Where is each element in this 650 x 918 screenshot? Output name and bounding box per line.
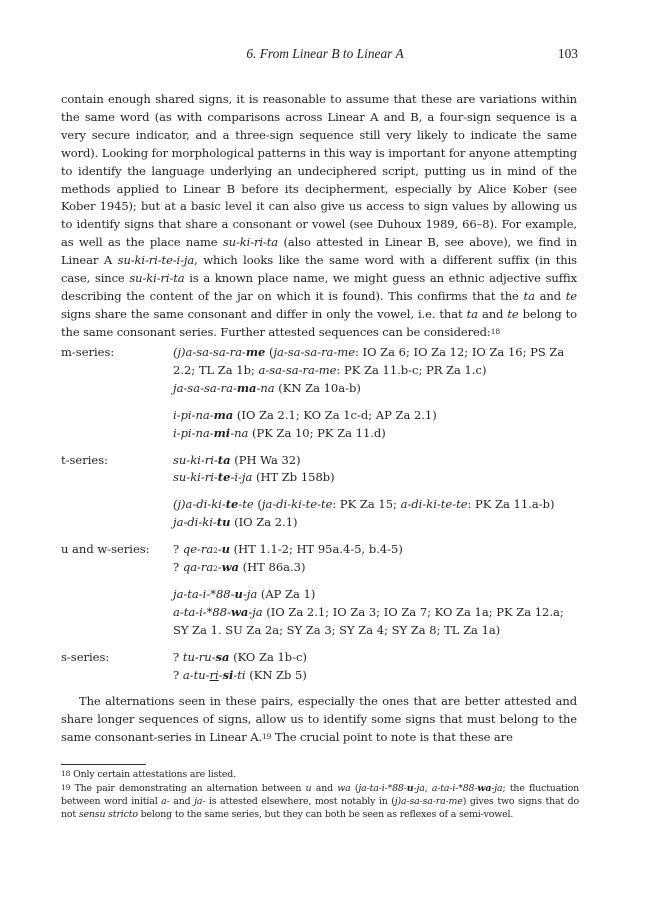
series-row-uw-2	[61, 586, 581, 640]
footnote-divider	[61, 764, 146, 765]
footnote-19: $^{19}$ The pair demonstrating an alternation between u and wa (ja-ta-i-*88-u-ja, a-ta-i-*88-wa-ja; the fluctuation between word initial a- and ja- is attested elsewhere, most notably in (j)a-sa-sa-ra-me) gives two signs that do not sensu stricto belong to the same series, but they can both be seen as reflexes of a semi-vowel.	[61, 783, 579, 820]
series-row-t-2	[61, 496, 581, 532]
series-entries: (j)a-di-ki-te-te (ja-di-ki-te-te: PK Za 15; a-di-ki-te-te: PK Za 11.a-b) ja-di-ki-tu (IO Za 2.1)	[173, 497, 555, 530]
series-entries: i-pi-na-ma (IO Za 2.1; KO Za 1c-d; AP Za 2.1) i-pi-na-mi-na (PK Za 10; PK Za 11.d)	[173, 407, 437, 440]
series-label: m-series:	[61, 345, 115, 359]
series-row-m	[61, 344, 581, 398]
series-row-t	[61, 452, 581, 488]
series-row-m-2	[61, 407, 581, 443]
body-paragraph-1: contain enough shared signs, it is reasonable to assume that these are variations within the same word (as with comparisons across Linear A and B, a four-sign sequence is a very secure indicator, and a three-sign sequence still very likely to indicate the same word). Looking for morphological patterns in this way is important for anyone attempting to identify the language underlying an undeciphered script, putting us in mind of the methods applied to Linear B before its decipherment, especially by Alice Kober (see Kober 1945); but at a basic level it can also give us access to sign values by allowing us to identify signs that share a consonant or vowel (see Duhoux 1989, 66–8). For example, as well as the place name su-ki-ri-ta (also attested in Linear B, see above), we find in Linear A su-ki-ri-te-i-ja, which looks like the same word with a different suffix (in this case, since su-ki-ri-ta is a known place name, we might guess an ethnic adjective suffix describing the content of the jar on which it is found). This confirms that the ta and te signs share the same consonant and differ in only the vowel, i.e. that ta and te belong to the same consonant series. Further attested sequences can be considered:$^{18}$	[61, 92, 577, 339]
footnote-18: $^{18}$ Only certain attestations are listed.	[61, 769, 236, 780]
series-label: u and w-series:	[61, 542, 150, 557]
series-table	[61, 344, 581, 685]
footnote-ref-19[interactable]: 19	[261, 731, 272, 741]
series-entries: (j)a-sa-sa-ra-me (ja-sa-sa-ra-me: IO Za 6; IO Za 12; IO Za 16; PS Za 2.2; TL Za 1b; a-sa-sa-ra-me: PK Za 11.b-c; PR Za 1.c) ja-sa-sa-ra-ma-na (KN Za 10a-b)	[173, 345, 565, 395]
series-label: s-series:	[61, 649, 110, 664]
running-header-title: 6. From Linear B to Linear A	[246, 46, 404, 61]
series-label: t-series:	[61, 452, 108, 467]
series-row-uw	[61, 541, 581, 577]
series-entries: su-ki-ri-ta (PH Wa 32) su-ki-ri-te-i-ja (HT Zb 158b)	[173, 452, 335, 485]
footnote-ref-18[interactable]: 18	[490, 326, 501, 336]
series-row-s	[61, 649, 581, 685]
series-entries: ? tu-ru-sa (KO Za 1b-c) ? a-tu-ri-si-ti (KN Zb 5)	[173, 649, 307, 682]
series-entries: ? qe-ra2-u (HT 1.1-2; HT 95a.4-5, b.4-5) ? qa-ra2-wa (HT 86a.3)	[173, 542, 403, 575]
page-number: 103	[557, 46, 578, 61]
series-entries: ja-ta-i-*88-u-ja (AP Za 1) a-ta-i-*88-wa-ja (IO Za 2.1; IO Za 3; IO Za 7; KO Za 1a; PK Za 12.a; SY Za 1. SU Za 2a; SY Za 3; SY Za 4; SY Za 8; TL Za 1a)	[173, 586, 564, 637]
body-paragraph-2: The alternations seen in these pairs, especially the ones that are better attested and share longer sequences of signs, allow us to identify some signs that must belong to the same consonant-series in Linear A.$^{19}$ The crucial point to note is that these are	[61, 694, 577, 744]
